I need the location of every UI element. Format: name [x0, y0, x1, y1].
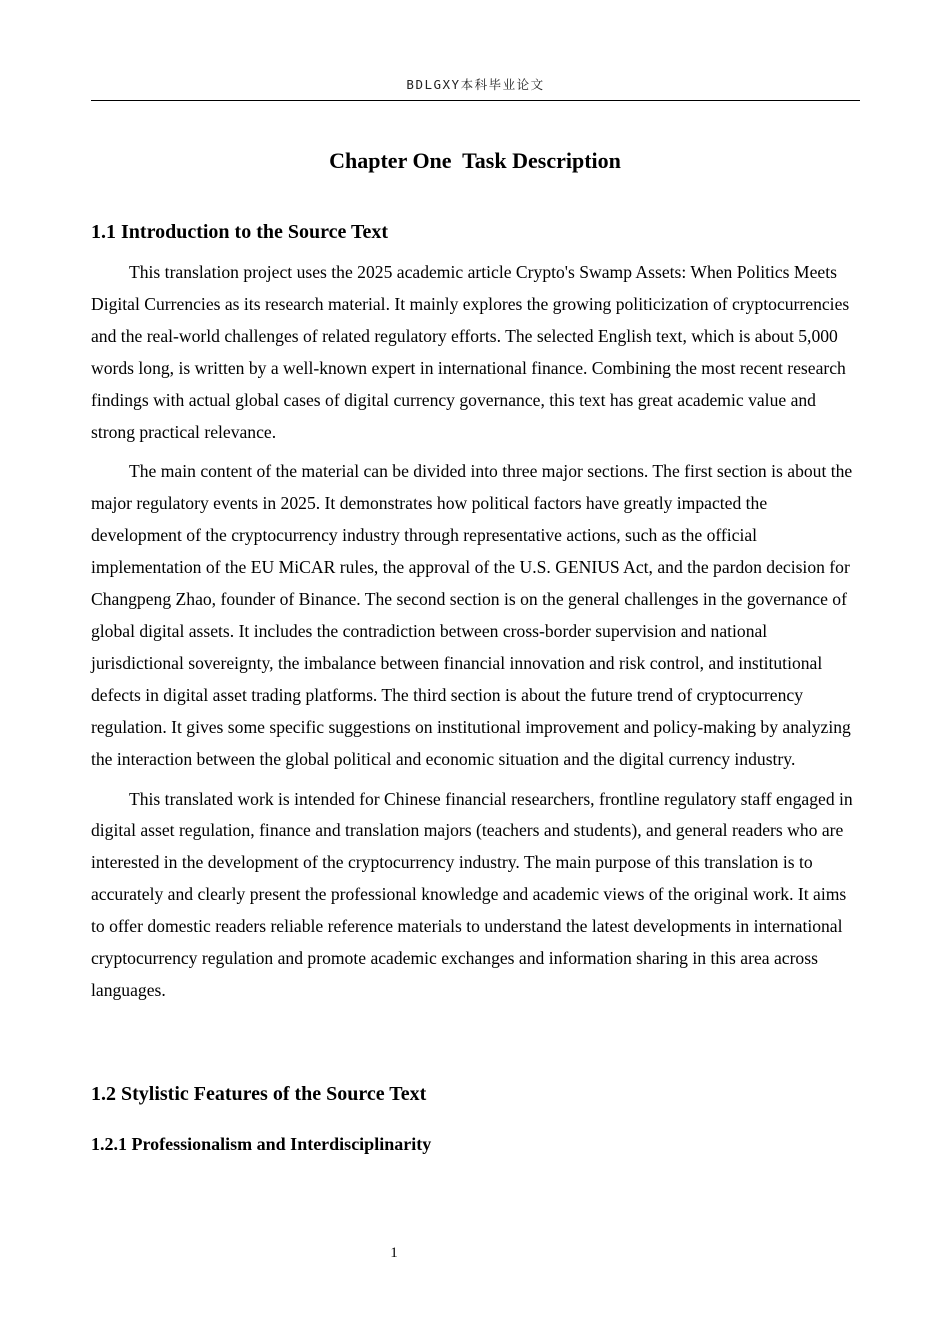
page-number: 1 — [390, 1245, 398, 1261]
chapter-title: Chapter One Task Description — [329, 148, 621, 173]
section-1-1-body — [91, 257, 860, 1015]
subsection-heading-1-2-1: 1.2.1 Professionalism and Interdisciplinarity — [91, 1134, 432, 1154]
body-paragraph: The main content of the material can be divided into three major sections. The first section is about the major regulatory events in 2025. It demonstrates how political factors have greatly impacted the development of the cryptocurrency industry through representative actions, such as the official implementation of the EU MiCAR rules, the approval of the U.S. GENIUS Act, and the pardon decision for Changpeng Zhao, founder of Binance. The second section is on the general challenges in the governance of global digital assets. It includes the contradiction between cross-border supervision and national jurisdictional sovereignty, the imbalance between financial innovation and risk control, and institutional defects in digital asset trading platforms. The third section is about the future trend of cryptocurrency regulation. It gives some specific suggestions on institutional improvement and policy-making by analyzing the interaction between the global political and economic situation and the digital currency industry. — [91, 461, 853, 769]
running-header: BDLGXY本科毕业论文 — [91, 76, 860, 101]
section-heading-1-1: 1.1 Introduction to the Source Text — [91, 221, 389, 243]
body-paragraph: This translated work is intended for Chinese financial researchers, frontline regulatory staff engaged in digital asset regulation, finance and translation majors (teachers and students), and general readers who are interested in the development of the cryptocurrency industry. The main purpose of this translation is to accurately and clearly present the professional knowledge and academic views of the original work. It aims to offer domestic readers reliable reference materials to understand the latest developments in international cryptocurrency regulation and promote academic exchanges and information sharing in this area across languages. — [91, 788, 853, 1000]
body-paragraph: This translation project uses the 2025 academic article Crypto's Swamp Assets: When Politics Meets Digital Currencies as its research material. It mainly explores the growing politicization of cryptocurrencies and the real-world challenges of related regulatory efforts. The selected English text, which is about 5,000 words long, is written by a well-known expert in international finance. Combining the most recent research findings with actual global cases of digital currency governance, this text has great academic value and strong practical relevance. — [91, 262, 850, 442]
section-heading-1-2: 1.2 Stylistic Features of the Source Text — [91, 1083, 427, 1105]
